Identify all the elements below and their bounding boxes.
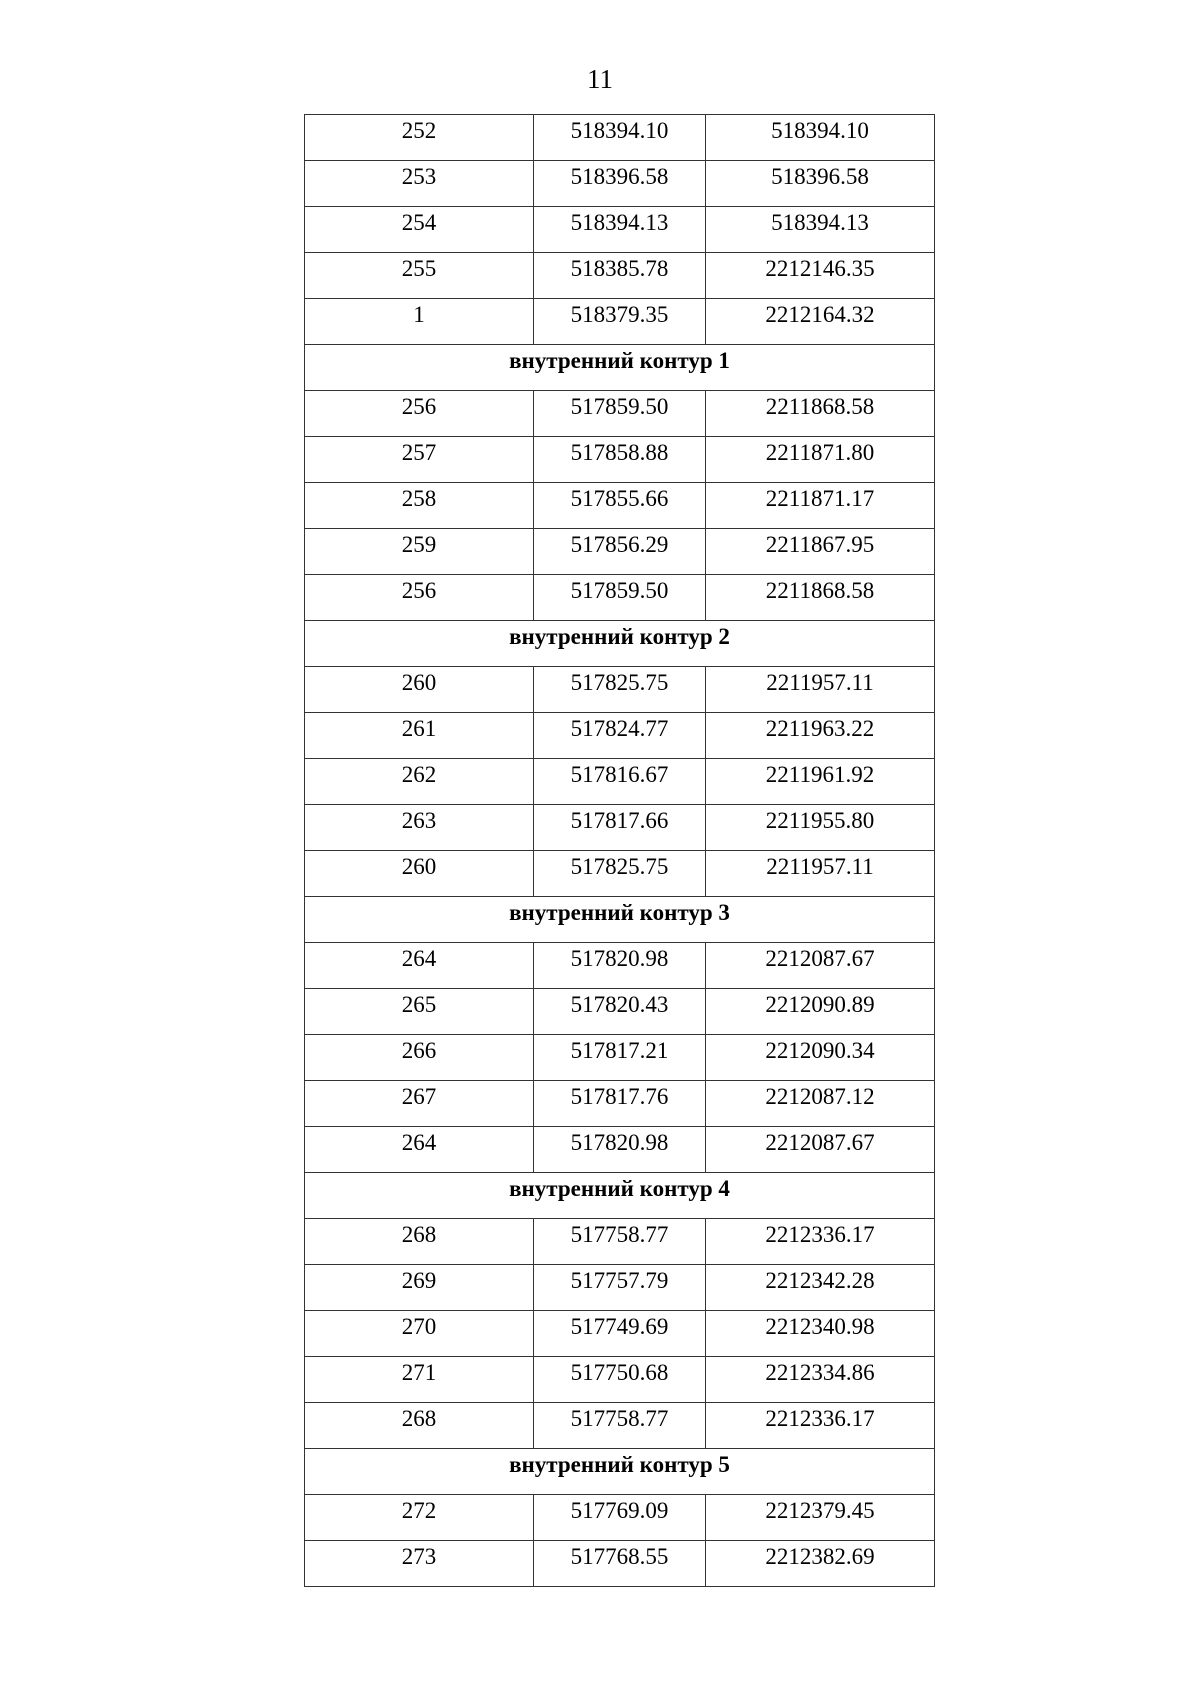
point-number-cell: 269 xyxy=(305,1265,534,1311)
x-coordinate-cell: 517817.21 xyxy=(534,1035,706,1081)
section-label: внутренний контур 3 xyxy=(305,897,935,943)
x-coordinate-cell: 517859.50 xyxy=(534,391,706,437)
table-row xyxy=(305,805,935,851)
y-coordinate-cell: 518394.10 xyxy=(706,115,935,161)
y-coordinate-cell: 2211961.92 xyxy=(706,759,935,805)
x-coordinate-cell: 517859.50 xyxy=(534,575,706,621)
point-number-cell: 264 xyxy=(305,1127,534,1173)
point-number-cell: 272 xyxy=(305,1495,534,1541)
x-coordinate-cell: 517769.09 xyxy=(534,1495,706,1541)
x-coordinate-cell: 518394.13 xyxy=(534,207,706,253)
x-coordinate-cell: 518394.10 xyxy=(534,115,706,161)
x-coordinate-cell: 517816.67 xyxy=(534,759,706,805)
y-coordinate-cell: 2211871.80 xyxy=(706,437,935,483)
section-row xyxy=(305,1449,935,1495)
x-coordinate-cell: 517749.69 xyxy=(534,1311,706,1357)
point-number-cell: 259 xyxy=(305,529,534,575)
x-coordinate-cell: 517817.76 xyxy=(534,1081,706,1127)
y-coordinate-cell: 2212146.35 xyxy=(706,253,935,299)
table-row xyxy=(305,759,935,805)
table-row xyxy=(305,1541,935,1587)
coordinates-table-body xyxy=(305,115,935,1587)
section-label: внутренний контур 1 xyxy=(305,345,935,391)
x-coordinate-cell: 517820.98 xyxy=(534,943,706,989)
table-row xyxy=(305,1127,935,1173)
y-coordinate-cell: 518394.13 xyxy=(706,207,935,253)
table-row xyxy=(305,1219,935,1265)
y-coordinate-cell: 2211957.11 xyxy=(706,667,935,713)
x-coordinate-cell: 517820.43 xyxy=(534,989,706,1035)
x-coordinate-cell: 518396.58 xyxy=(534,161,706,207)
x-coordinate-cell: 517825.75 xyxy=(534,851,706,897)
x-coordinate-cell: 518385.78 xyxy=(534,253,706,299)
point-number-cell: 255 xyxy=(305,253,534,299)
table-row xyxy=(305,1495,935,1541)
point-number-cell: 256 xyxy=(305,575,534,621)
point-number-cell: 268 xyxy=(305,1403,534,1449)
point-number-cell: 252 xyxy=(305,115,534,161)
page-number: 11 xyxy=(587,64,613,94)
point-number-cell: 270 xyxy=(305,1311,534,1357)
point-number-cell: 253 xyxy=(305,161,534,207)
point-number-cell: 258 xyxy=(305,483,534,529)
coordinates-table xyxy=(304,114,935,1587)
y-coordinate-cell: 2211957.11 xyxy=(706,851,935,897)
point-number-cell: 266 xyxy=(305,1035,534,1081)
point-number-cell: 263 xyxy=(305,805,534,851)
table-row xyxy=(305,1403,935,1449)
y-coordinate-cell: 2212336.17 xyxy=(706,1219,935,1265)
x-coordinate-cell: 517750.68 xyxy=(534,1357,706,1403)
table-row xyxy=(305,1035,935,1081)
y-coordinate-cell: 2211868.58 xyxy=(706,391,935,437)
x-coordinate-cell: 517855.66 xyxy=(534,483,706,529)
x-coordinate-cell: 517825.75 xyxy=(534,667,706,713)
y-coordinate-cell: 2212340.98 xyxy=(706,1311,935,1357)
x-coordinate-cell: 517856.29 xyxy=(534,529,706,575)
y-coordinate-cell: 2212334.86 xyxy=(706,1357,935,1403)
point-number-cell: 262 xyxy=(305,759,534,805)
y-coordinate-cell: 2211867.95 xyxy=(706,529,935,575)
point-number-cell: 256 xyxy=(305,391,534,437)
x-coordinate-cell: 517758.77 xyxy=(534,1403,706,1449)
y-coordinate-cell: 2212087.67 xyxy=(706,1127,935,1173)
table-row xyxy=(305,989,935,1035)
section-row xyxy=(305,621,935,667)
x-coordinate-cell: 517817.66 xyxy=(534,805,706,851)
x-coordinate-cell: 517757.79 xyxy=(534,1265,706,1311)
table-row xyxy=(305,299,935,345)
y-coordinate-cell: 518396.58 xyxy=(706,161,935,207)
point-number-cell: 264 xyxy=(305,943,534,989)
y-coordinate-cell: 2212087.67 xyxy=(706,943,935,989)
table-row xyxy=(305,437,935,483)
section-label: внутренний контур 2 xyxy=(305,621,935,667)
table-row xyxy=(305,1265,935,1311)
table-row xyxy=(305,1311,935,1357)
x-coordinate-cell: 518379.35 xyxy=(534,299,706,345)
x-coordinate-cell: 517824.77 xyxy=(534,713,706,759)
table-row xyxy=(305,115,935,161)
table-row xyxy=(305,713,935,759)
y-coordinate-cell: 2211871.17 xyxy=(706,483,935,529)
y-coordinate-cell: 2212164.32 xyxy=(706,299,935,345)
y-coordinate-cell: 2211963.22 xyxy=(706,713,935,759)
x-coordinate-cell: 517820.98 xyxy=(534,1127,706,1173)
table-row xyxy=(305,161,935,207)
point-number-cell: 261 xyxy=(305,713,534,759)
y-coordinate-cell: 2212379.45 xyxy=(706,1495,935,1541)
y-coordinate-cell: 2212336.17 xyxy=(706,1403,935,1449)
point-number-cell: 1 xyxy=(305,299,534,345)
table-row xyxy=(305,253,935,299)
x-coordinate-cell: 517758.77 xyxy=(534,1219,706,1265)
section-row xyxy=(305,897,935,943)
point-number-cell: 273 xyxy=(305,1541,534,1587)
x-coordinate-cell: 517768.55 xyxy=(534,1541,706,1587)
table-row xyxy=(305,483,935,529)
y-coordinate-cell: 2211955.80 xyxy=(706,805,935,851)
table-row xyxy=(305,851,935,897)
table-row xyxy=(305,1357,935,1403)
section-row xyxy=(305,345,935,391)
table-row xyxy=(305,575,935,621)
y-coordinate-cell: 2212382.69 xyxy=(706,1541,935,1587)
section-label: внутренний контур 5 xyxy=(305,1449,935,1495)
point-number-cell: 260 xyxy=(305,667,534,713)
section-label: внутренний контур 4 xyxy=(305,1173,935,1219)
point-number-cell: 267 xyxy=(305,1081,534,1127)
table-row xyxy=(305,667,935,713)
point-number-cell: 254 xyxy=(305,207,534,253)
point-number-cell: 271 xyxy=(305,1357,534,1403)
point-number-cell: 265 xyxy=(305,989,534,1035)
table-row xyxy=(305,943,935,989)
x-coordinate-cell: 517858.88 xyxy=(534,437,706,483)
y-coordinate-cell: 2212342.28 xyxy=(706,1265,935,1311)
section-row xyxy=(305,1173,935,1219)
point-number-cell: 257 xyxy=(305,437,534,483)
table-row xyxy=(305,529,935,575)
point-number-cell: 268 xyxy=(305,1219,534,1265)
point-number-cell: 260 xyxy=(305,851,534,897)
table-row xyxy=(305,1081,935,1127)
y-coordinate-cell: 2211868.58 xyxy=(706,575,935,621)
y-coordinate-cell: 2212090.89 xyxy=(706,989,935,1035)
table-row xyxy=(305,207,935,253)
y-coordinate-cell: 2212090.34 xyxy=(706,1035,935,1081)
table-row xyxy=(305,391,935,437)
y-coordinate-cell: 2212087.12 xyxy=(706,1081,935,1127)
